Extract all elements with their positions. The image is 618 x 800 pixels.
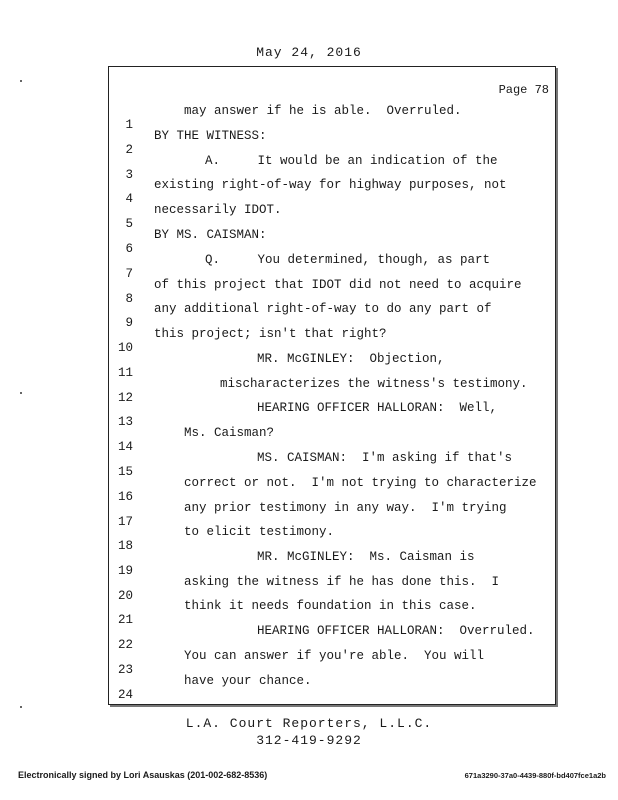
line-number: 13 xyxy=(117,415,133,429)
line-number: 16 xyxy=(117,490,133,504)
transcript-line xyxy=(109,575,555,603)
transcript-line xyxy=(109,327,555,355)
transcript-line xyxy=(109,377,555,405)
line-text: any additional right-of-way to do any part of xyxy=(154,302,492,316)
line-text: MS. CAISMAN: I'm asking if that's xyxy=(257,451,513,465)
line-text: necessarily IDOT. xyxy=(154,203,282,217)
line-number: 8 xyxy=(125,292,133,306)
line-text: HEARING OFFICER HALLORAN: Well, xyxy=(257,401,498,415)
line-text: any prior testimony in any way. I'm trying xyxy=(184,501,507,515)
transcript-line xyxy=(109,674,555,702)
line-number: 23 xyxy=(117,663,133,677)
electronic-signature-notice: Electronically signed by Lori Asauskas (201-002-682-8536) xyxy=(18,770,268,780)
line-text: Ms. Caisman? xyxy=(184,426,275,440)
line-number: 9 xyxy=(125,316,133,330)
scan-speck xyxy=(20,392,22,394)
transcript-line xyxy=(109,352,555,380)
transcript-date: May 24, 2016 xyxy=(256,45,362,60)
line-number: 20 xyxy=(117,589,133,603)
transcript-line xyxy=(109,302,555,330)
line-text: to elicit testimony. xyxy=(184,525,335,539)
transcript-page-frame xyxy=(108,66,556,705)
line-text: may answer if he is able. Overruled. xyxy=(184,104,462,118)
court-reporter-name: L.A. Court Reporters, L.L.C. xyxy=(185,716,433,731)
transcript-line xyxy=(109,599,555,627)
line-number: 6 xyxy=(125,242,133,256)
page-number: Page 78 xyxy=(498,83,549,97)
line-text: You can answer if you're able. You will xyxy=(184,649,485,663)
transcript-line xyxy=(109,203,555,231)
line-text: this project; isn't that right? xyxy=(154,327,387,341)
court-reporter-phone: 312-419-9292 xyxy=(256,733,362,748)
line-text: BY THE WITNESS: xyxy=(154,129,267,143)
line-text: MR. McGINLEY: Objection, xyxy=(257,352,445,366)
line-number: 12 xyxy=(117,391,133,405)
line-text: A. It would be an indication of the xyxy=(205,154,498,168)
transcript-line xyxy=(109,649,555,677)
line-text: have your chance. xyxy=(184,674,312,688)
transcript-line xyxy=(109,129,555,157)
transcript-line xyxy=(109,401,555,429)
transcript-line xyxy=(109,550,555,578)
transcript-line xyxy=(109,426,555,454)
line-number: 7 xyxy=(125,267,133,281)
line-text: MR. McGINLEY: Ms. Caisman is xyxy=(257,550,475,564)
line-number: 17 xyxy=(117,515,133,529)
scan-speck xyxy=(20,706,22,708)
line-text: Q. You determined, though, as part xyxy=(205,253,491,267)
line-text: mischaracterizes the witness's testimony. xyxy=(220,377,528,391)
line-text: HEARING OFFICER HALLORAN: Overruled. xyxy=(257,624,535,638)
scan-speck xyxy=(20,80,22,82)
line-number: 21 xyxy=(117,613,133,627)
transcript-line xyxy=(109,451,555,479)
line-number: 4 xyxy=(125,192,133,206)
line-number: 24 xyxy=(117,688,133,702)
transcript-line xyxy=(109,178,555,206)
line-text: BY MS. CAISMAN: xyxy=(154,228,267,242)
line-text: correct or not. I'm not trying to characterize xyxy=(184,476,537,490)
transcript-line xyxy=(109,476,555,504)
transcript-line xyxy=(109,624,555,652)
line-number: 1 xyxy=(125,118,133,132)
transcript-line xyxy=(109,154,555,182)
line-number: 3 xyxy=(125,168,133,182)
transcript-line xyxy=(109,501,555,529)
document-hash: 671a3290-37a0-4439-880f-bd407fce1a2b xyxy=(464,771,606,780)
transcript-line xyxy=(109,278,555,306)
line-text: think it needs foundation in this case. xyxy=(184,599,477,613)
transcript-line xyxy=(109,104,555,132)
line-number: 18 xyxy=(117,539,133,553)
transcript-line xyxy=(109,525,555,553)
line-number: 14 xyxy=(117,440,133,454)
line-number: 5 xyxy=(125,217,133,231)
line-number: 2 xyxy=(125,143,133,157)
line-number: 15 xyxy=(117,465,133,479)
line-number: 11 xyxy=(117,366,133,380)
line-text: asking the witness if he has done this. I xyxy=(184,575,500,589)
line-number: 22 xyxy=(117,638,133,652)
line-number: 10 xyxy=(117,341,133,355)
transcript-line xyxy=(109,253,555,281)
line-text: existing right-of-way for highway purposes, not xyxy=(154,178,507,192)
transcript-line xyxy=(109,228,555,256)
line-number: 19 xyxy=(117,564,133,578)
line-text: of this project that IDOT did not need to acquire xyxy=(154,278,522,292)
